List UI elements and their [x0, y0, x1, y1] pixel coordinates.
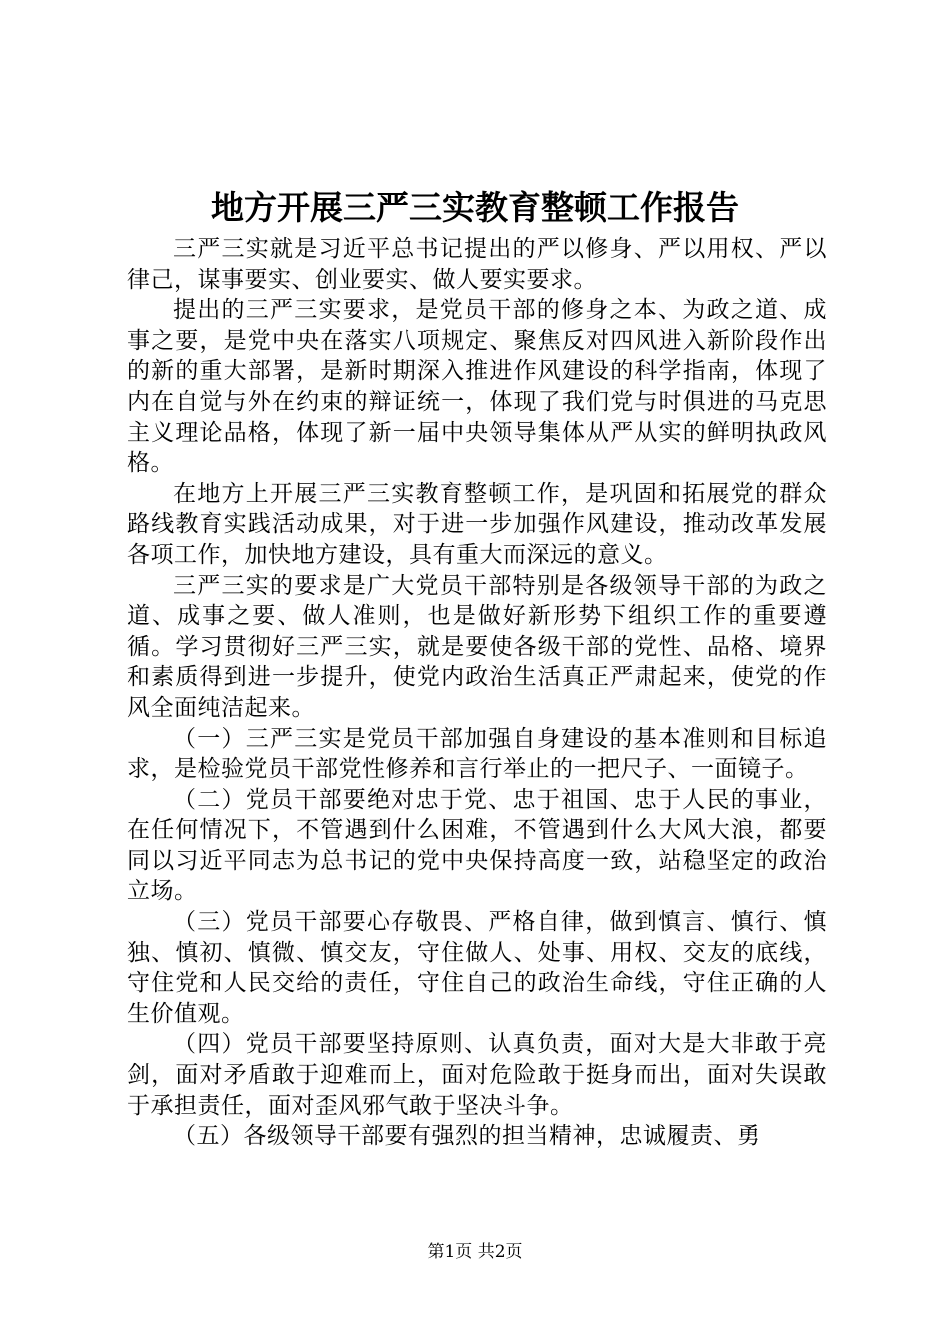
- page-footer: 第1页 共2页: [427, 1242, 523, 1262]
- document-title: 地方开展三严三实教育整顿工作报告: [211, 188, 739, 227]
- paragraph: （三）党员干部要心存敬畏、严格自律，做到慎言、慎行、慎独、慎初、慎微、慎交友，守住做人、处事、用权、交友的底线，守住党和人民交给的责任，守住自己的政治生命线，守住正确的人生价值观。: [127, 909, 827, 1027]
- paragraph: （二）党员干部要绝对忠于党、忠于祖国、忠于人民的事业，在任何情况下，不管遇到什么困难，不管遇到什么大风大浪，都要同以习近平同志为总书记的党中央保持高度一致，站稳坚定的政治立场。: [127, 786, 827, 905]
- paragraph: 在地方上开展三严三实教育整顿工作，是巩固和拓展党的群众路线教育实践活动成果，对于进一步加强作风建设，推动改革发展各项工作，加快地方建设，具有重大而深远的意义。: [127, 480, 827, 568]
- paragraph: （五）各级领导干部要有强烈的担当精神，忠诚履责、勇: [173, 1123, 761, 1150]
- paragraph: （四）党员干部要坚持原则、认真负责，面对大是大非敢于亮剑，面对矛盾敢于迎难而上，面对危险敢于挺身而出，面对失误敢于承担责任，面对歪风邪气敢于坚决斗争。: [127, 1031, 827, 1119]
- paragraph: （一）三严三实是党员干部加强自身建设的基本准则和目标追求，是检验党员干部党性修养和言行举止的一把尺子、一面镜子。: [127, 725, 827, 783]
- document-body: [127, 234, 827, 1152]
- paragraph: 提出的三严三实要求，是党员干部的修身之本、为政之道、成事之要，是党中央在落实八项规定、聚焦反对四风进入新阶段作出的新的重大部署，是新时期深入推进作风建设的科学指南，体现了内在自觉与外在约束的辩证统一，体现了我们党与时俱进的马克思主义理论品格，体现了新一届中央领导集体从严从实的鲜明执政风格。: [127, 297, 827, 477]
- paragraph: 三严三实的要求是广大党员干部特别是各级领导干部的为政之道、成事之要、做人准则，也是做好新形势下组织工作的重要遵循。学习贯彻好三严三实，就是要使各级干部的党性、品格、境界和素质得到进一步提升，使党内政治生活真正严肃起来，使党的作风全面纯洁起来。: [127, 572, 827, 721]
- paragraph: 三严三实就是习近平总书记提出的严以修身、严以用权、严以律己，谋事要实、创业要实、做人要实要求。: [127, 236, 827, 293]
